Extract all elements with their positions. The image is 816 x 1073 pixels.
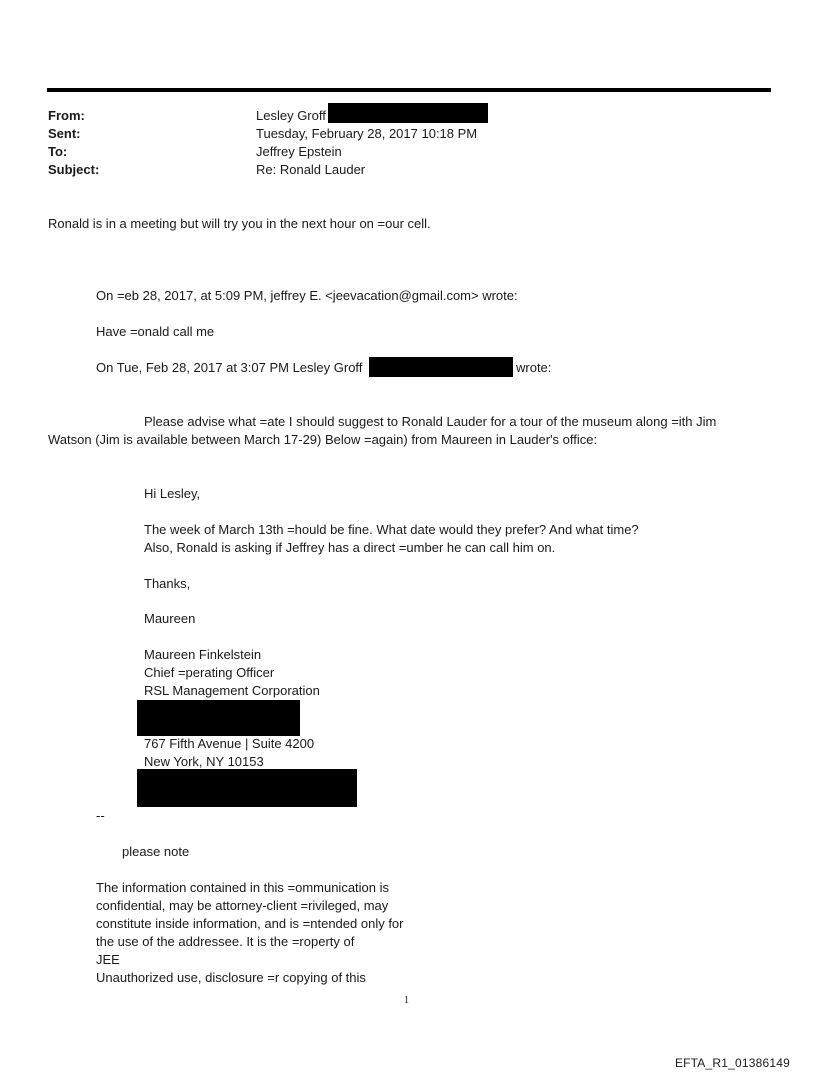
quote2-header-wrote: wrote: bbox=[516, 360, 552, 375]
sender-name: Maureen bbox=[144, 611, 196, 626]
greeting: Hi Lesley, bbox=[144, 486, 201, 501]
signature-title: Chief =perating Officer bbox=[144, 665, 275, 680]
signature-company: RSL Management Corporation bbox=[144, 683, 320, 698]
please-note: please note bbox=[122, 844, 190, 859]
notice-line-1: The information contained in this =ommunication is bbox=[96, 880, 390, 895]
to-value: Jeffrey Epstein bbox=[256, 144, 342, 159]
subject-label: Subject: bbox=[48, 162, 100, 177]
redaction-signature-phone bbox=[137, 769, 357, 807]
signature-name: Maureen Finkelstein bbox=[144, 647, 262, 662]
redaction-from-email bbox=[328, 103, 488, 123]
quote2-header: On Tue, Feb 28, 2017 at 3:07 PM Lesley Groff bbox=[96, 360, 363, 375]
signature-address-2: New York, NY 10153 bbox=[144, 754, 264, 769]
notice-line-6: Unauthorized use, disclosure =r copying of this bbox=[96, 970, 366, 985]
subject-value: Re: Ronald Lauder bbox=[256, 162, 366, 177]
reply-text: Ronald is in a meeting but will try you in the next hour on =our cell. bbox=[48, 216, 431, 231]
from-label: From: bbox=[48, 108, 85, 123]
document-id: EFTA_R1_01386149 bbox=[674, 1056, 790, 1070]
notice-line-2: confidential, may be attorney-client =rivileged, may bbox=[96, 898, 389, 913]
redaction-quote2-email bbox=[369, 357, 513, 377]
thanks: Thanks, bbox=[144, 576, 191, 591]
week-line-2: Also, Ronald is asking if Jeffrey has a direct =umber he can call him on. bbox=[144, 540, 556, 555]
signature-address-1: 767 Fifth Avenue | Suite 4200 bbox=[144, 736, 315, 751]
from-value: Lesley Groff bbox=[256, 108, 326, 123]
advise-line-1: Please advise what =ate I should suggest to Ronald Lauder for a tour of the museum along =ith Jim bbox=[144, 414, 717, 429]
week-line-1: The week of March 13th =hould be fine. What date would they prefer? And what time? bbox=[144, 522, 639, 537]
notice-line-3: constitute inside information, and is =ntended only for bbox=[96, 916, 404, 931]
notice-line-4: the use of the addressee. It is the =roperty of bbox=[96, 934, 355, 949]
quote1-header: On =eb 28, 2017, at 5:09 PM, jeffrey E. <jeevacation@gmail.com> wrote: bbox=[96, 288, 518, 303]
sent-value: Tuesday, February 28, 2017 10:18 PM bbox=[256, 126, 478, 141]
sent-label: Sent: bbox=[48, 126, 81, 141]
signature-separator: -- bbox=[96, 808, 105, 823]
page-number: 1 bbox=[404, 995, 409, 1006]
advise-line-2: Watson (Jim is available between March 17-29) Below =again) from Maureen in Lauder's office: bbox=[48, 432, 598, 447]
quote1-text: Have =onald call me bbox=[96, 324, 215, 339]
to-label: To: bbox=[48, 144, 68, 159]
redaction-signature-contact bbox=[137, 700, 300, 736]
notice-line-5: JEE bbox=[96, 952, 120, 967]
header-rule bbox=[47, 88, 771, 92]
